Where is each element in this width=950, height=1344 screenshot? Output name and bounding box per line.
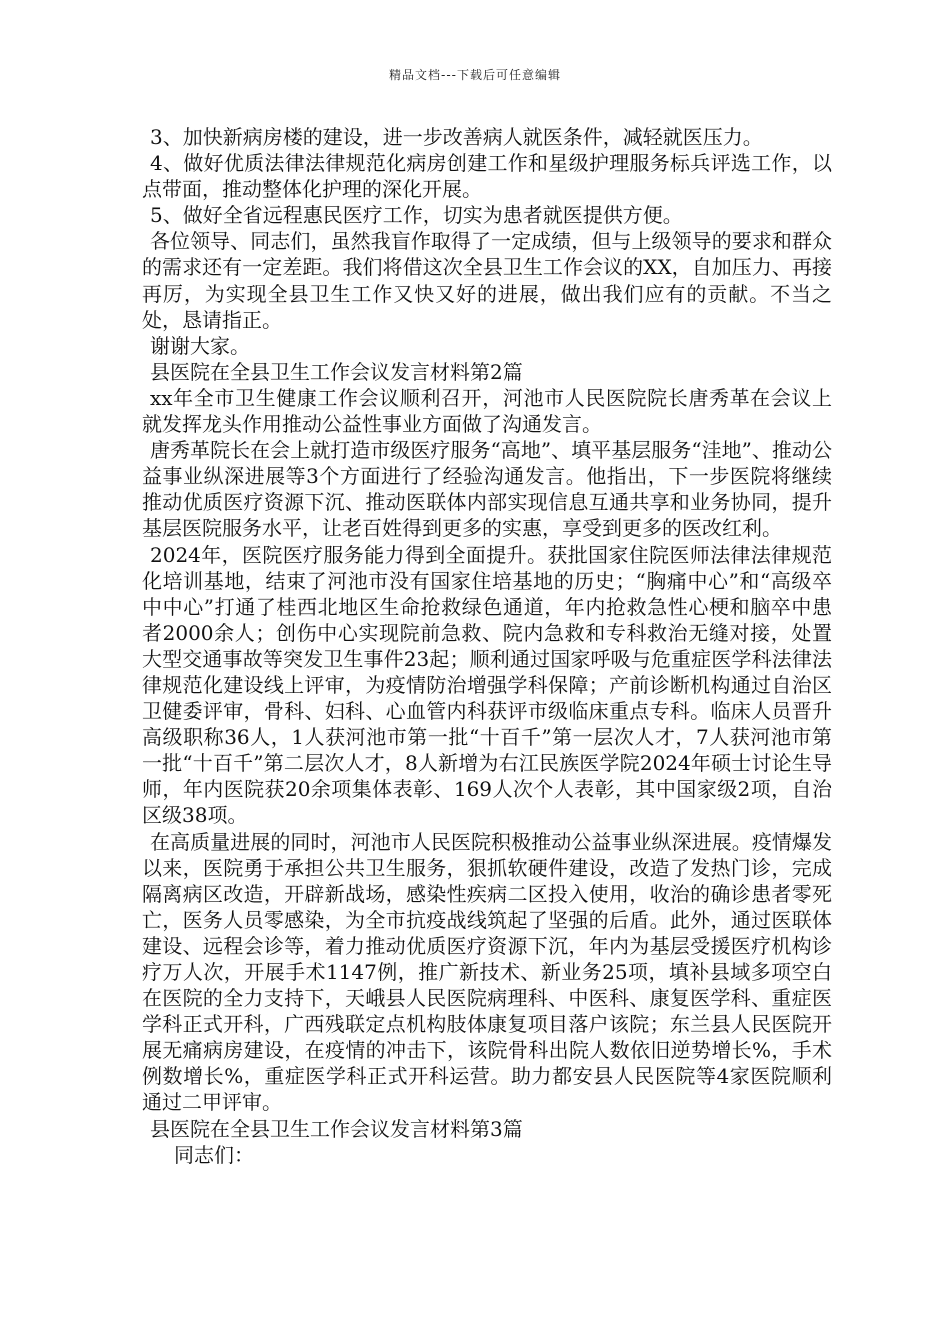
paragraph-achievements: 2024年，医院医疗服务能力得到全面提升。获批国家住院医师法律法律规范化培训基地，结束了河池市没有国家住培基地的历史；“胸痛中心”和“高级卒中中心”打通了桂西北地区生命抢救绿色通道，年内抢救急性心梗和脑卒中患者2000余人；创伤中心实现院前急救、院内急救和专科救治无缝对接，处置大型交通事故等突发卫生事件23起；顺利通过国家呼吸与危重症医学科法律法律规范化建设线上评审，为疫情防治增强学科保障；产前诊断机构通过自治区卫健委评审，骨科、妇科、心血管内科获评市级临床重点专科。临床人员晋升高级职称36人，1人获河池市第一批“十百千”第一层次人才，7人获河池市第一批“十百千”第二层次人才，8人新增为右江民族医学院2024年硕士讨论生导师，年内医院获20余项集体表彰、169人次个人表彰，其中国家级2项，自治区级38项。 <box>142 542 832 828</box>
salutation: 同志们： <box>174 1142 254 1167</box>
paragraph-item-4: 4、做好优质法律法律规范化病房创建工作和星级护理服务标兵评选工作，以点带面，推动整体化护理的深化开展。 <box>142 151 832 202</box>
paragraph-item-5: 5、做好全省远程惠民医疗工作，切实为患者就医提供方便。 <box>150 203 683 228</box>
paragraph-closing: 各位领导、同志们，虽然我盲作取得了一定成绩，但与上级领导的要求和群众的需求还有一定差距。我们将借这次全县卫生工作会议的XX，自加压力、再接再厉，为实现全县卫生工作又快又好的进展，做出我们应有的贡献。不当之处，恳请指正。 <box>142 229 832 332</box>
paragraph-thanks: 谢谢大家。 <box>150 333 250 358</box>
paragraph-public-welfare: 在高质量进展的同时，河池市人民医院积极推动公益事业纵深进展。疫情爆发以来，医院勇于承担公共卫生服务，狠抓软硬件建设，改造了发热门诊，完成隔离病区改造，开辟新战场，感染性疾病二区投入使用，收治的确诊患者零死亡，医务人员零感染，为全市抗疫战线筑起了坚强的后盾。此外，通过医联体建设、远程会诊等，着力推动优质医疗资源下沉，年内为基层受援医疗机构诊疗万人次，开展手术1147例，推广新技术、新业务25项，填补县域多项空白在医院的全力支持下，天峨县人民医院病理科、中医科、康复医学科、重症医学科正式开科，广西残联定点机构肢体康复项目落户该院；东兰县人民医院开展无痛病房建设，在疫情的冲击下，该院骨科出院人数依旧逆势增长%，手术例数增长%，重症医学科正式开科运营。助力都安县人民医院等4家医院顺利通过二甲评审。 <box>142 829 832 1115</box>
section-title-3: 县医院在全县卫生工作会议发言材料第3篇 <box>150 1116 523 1141</box>
page-header: 精品文档---下载后可任意编辑 <box>389 68 561 82</box>
section-title-2: 县医院在全县卫生工作会议发言材料第2篇 <box>150 359 523 384</box>
document-body <box>142 124 832 1168</box>
paragraph-meeting: xx年全市卫生健康工作会议顺利召开，河池市人民医院院长唐秀革在会议上就发挥龙头作用推动公益性事业方面做了沟通发言。 <box>142 385 832 437</box>
paragraph-speech: 唐秀革院长在会上就打造市级医疗服务“高地”、填平基层服务“洼地”、推动公益事业纵深进展等3个方面进行了经验沟通发言。他指出，下一步医院将继续推动优质医疗资源下沉、推动医联体内部实现信息互通共享和业务协同，提升基层医院服务水平，让老百姓得到更多的实惠，享受到更多的医改红利。 <box>142 438 832 541</box>
paragraph-item-3: 3、加快新病房楼的建设，进一步改善病人就医条件，减轻就医压力。 <box>150 125 763 149</box>
